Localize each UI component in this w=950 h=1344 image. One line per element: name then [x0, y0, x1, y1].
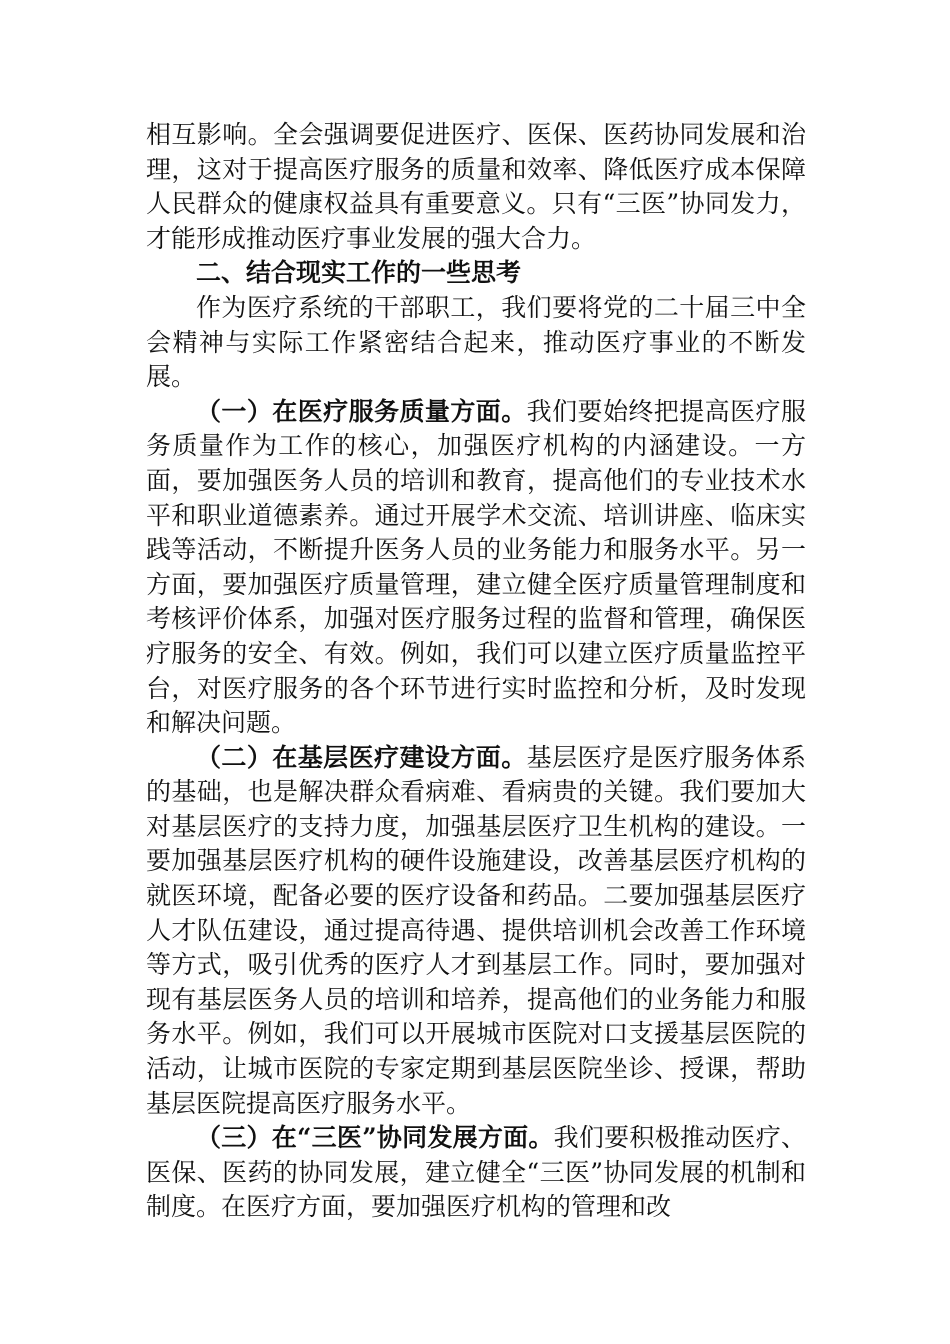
section-1-body: 我们要始终把提高医疗服务质量作为工作的核心，加强医疗机构的内涵建设。一方面，要加强医务人员的培训和教育，提高他们的专业技术水平和职业道德素养。通过开展学术交流、培训讲座、临床实践等活动，不断提升医务人员的业务能力和服务水平。另一方面，要加强医疗质量管理，建立健全医疗质量管理制度和考核评价体系，加强对医疗服务过程的监督和管理，确保医疗服务的安全、有效。例如，我们可以建立医疗质量监控平台，对医疗服务的各个环节进行实时监控和分析，及时发现和解决问题。 [146, 396, 806, 738]
intro-paragraph: 作为医疗系统的干部职工，我们要将党的二十届三中全会精神与实际工作紧密结合起来，推动医疗事业的不断发展。 [146, 292, 806, 392]
section-2-lead: （二）在基层医疗建设方面。 [196, 742, 527, 772]
section-2-body: 基层医疗是医疗服务体系的基础，也是解决群众看病难、看病贵的关键。我们要加大对基层医疗的支持力度，加强基层医疗卫生机构的建设。一要加强基层医疗机构的硬件设施建设，改善基层医疗机构的就医环境，配备必要的医疗设备和药品。二要加强基层医疗人才队伍建设，通过提高待遇、提供培训机会改善工作环境等方式，吸引优秀的医疗人才到基层工作。同时，要加强对现有基层医务人员的培训和培养，提高他们的业务能力和服务水平。例如，我们可以开展城市医院对口支援基层医院的活动，让城市医院的专家定期到基层医院坐诊、授课，帮助基层医院提高医疗服务水平。 [146, 742, 806, 1118]
section-1-lead: （一）在医疗服务质量方面。 [196, 396, 527, 426]
section-3-body: 我们要积极推动医疗、医保、医药的协同发展，建立健全“三医”协同发展的机制和制度。在医疗方面，要加强医疗机构的管理和改 [146, 1123, 806, 1222]
section-heading: 二、结合现实工作的一些思考 [196, 258, 522, 288]
document-page [146, 118, 806, 1225]
paragraph-continuation: 相互影响。全会强调要促进医疗、医保、医药协同发展和治理，这对于提高医疗服务的质量和效率、降低医疗成本保障人民群众的健康权益具有重要意义。只有“三医”协同发力，才能形成推动医疗事业发展的强大合力。 [146, 120, 806, 253]
section-3-lead: （三）在“三医”协同发展方面。 [196, 1123, 554, 1153]
section-3-paragraph [146, 1121, 806, 1225]
section-1-paragraph [146, 395, 806, 741]
section-2-paragraph [146, 741, 806, 1122]
